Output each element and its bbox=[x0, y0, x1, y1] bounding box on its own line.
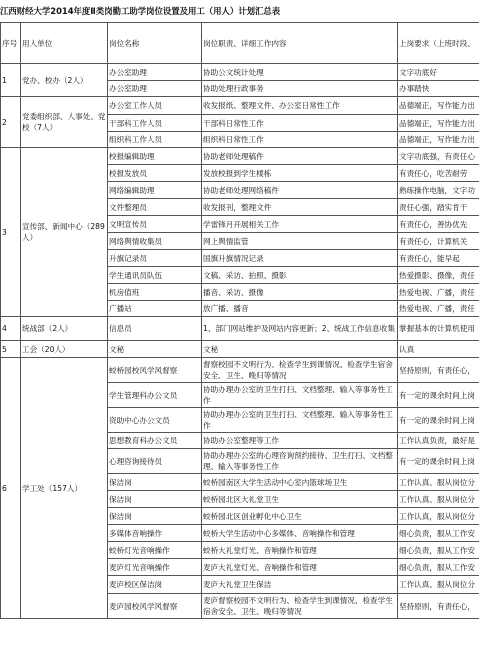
requirement-cell: 认真 bbox=[398, 341, 479, 358]
post-cell: 网络舆情收集员 bbox=[108, 233, 202, 250]
requirement-cell: 细心负责，服从工作安 bbox=[398, 559, 479, 576]
post-cell: 广播站 bbox=[108, 301, 202, 317]
post-cell: 文秘 bbox=[108, 341, 202, 358]
duty-cell: 收发报纸、整理文件、办公室日常性工作 bbox=[202, 97, 398, 115]
duty-cell: 协助处理行政事务 bbox=[202, 81, 398, 97]
post-cell: 机房值班 bbox=[108, 284, 202, 301]
duty-cell: 协助办公室整理等工作 bbox=[202, 433, 398, 449]
post-cell: 干部科工作人员 bbox=[108, 115, 202, 132]
requirement-cell: 品德端正，写作能力出 bbox=[398, 132, 479, 148]
requirement-cell: 细心负责，服从工作安 bbox=[398, 542, 479, 559]
header-cell-post: 岗位名称 bbox=[108, 23, 202, 64]
requirement-cell: 坚持原则，有责任心， bbox=[398, 358, 479, 383]
plan-table bbox=[0, 22, 479, 619]
post-cell: 学生通讯员队伍 bbox=[108, 267, 202, 284]
table-row bbox=[1, 358, 479, 383]
requirement-cell: 有责任心，吃苦耐劳 bbox=[398, 165, 479, 182]
requirement-cell: 有责任心，善协优先 bbox=[398, 216, 479, 233]
requirement-cell: 办事踏快 bbox=[398, 81, 479, 97]
header-cell-requirements: 上岗要求（上班时段、 bbox=[398, 23, 479, 64]
duty-cell: 协助办理办公室的卫生打扫、文档整理、输入等事务性工作 bbox=[202, 383, 398, 408]
duty-cell: 蛟桥园北区大礼堂卫生 bbox=[202, 491, 398, 508]
unit-cell: 党办、校办（2人） bbox=[21, 64, 108, 97]
plan-table-body bbox=[1, 23, 479, 619]
table-row bbox=[1, 64, 479, 81]
requirement-cell: 工作认真、服从岗位分 bbox=[398, 491, 479, 508]
post-cell: 蛟桥灯光音响操作 bbox=[108, 542, 202, 559]
duty-cell: 文稿、采访、拍照、摄影 bbox=[202, 267, 398, 284]
requirement-cell: 文字功底好 bbox=[398, 64, 479, 81]
post-cell: 蛟桥园校风学风督察 bbox=[108, 358, 202, 383]
header-cell-no: 序号 bbox=[1, 23, 21, 64]
duty-cell: 协助公文统计处理 bbox=[202, 64, 398, 81]
post-cell: 校报编辑助理 bbox=[108, 148, 202, 165]
requirement-cell: 有责任心，计算机关 bbox=[398, 233, 479, 250]
requirement-cell: 有一定的课余时间上岗 bbox=[398, 383, 479, 408]
sheet-title: 江西财经大学2014年度Ⅱ类岗勤工助学岗位设置及用工（用人）计划汇总表 bbox=[0, 6, 281, 16]
requirement-cell: 热爱摄影、摄像，责任 bbox=[398, 267, 479, 284]
duty-cell: 播音、采访、摄像 bbox=[202, 284, 398, 301]
no-cell: 2 bbox=[1, 97, 21, 148]
duty-cell: 1、部门网站维护及网站内容更新；2、统战工作信息收集 bbox=[202, 317, 398, 341]
post-cell: 麦庐校区保洁岗 bbox=[108, 576, 202, 594]
post-cell: 多媒体音响操作 bbox=[108, 525, 202, 542]
post-cell: 麦庐园校风学风督察 bbox=[108, 594, 202, 619]
post-cell: 升旗记录员 bbox=[108, 250, 202, 267]
post-cell: 资助中心办公文员 bbox=[108, 408, 202, 433]
unit-cell: 统战部（2人） bbox=[21, 317, 108, 341]
duty-cell: 学雷锋月开展相关工作 bbox=[202, 216, 398, 233]
table-row bbox=[1, 148, 479, 165]
requirement-cell: 熟练操作电脑，文字功 bbox=[398, 182, 479, 199]
post-cell: 学生管理科办公文员 bbox=[108, 383, 202, 408]
unit-cell: 党委组织部、人事处、党校（7人） bbox=[21, 97, 108, 148]
requirement-cell: 掌握基本的计算机使用 bbox=[398, 317, 479, 341]
post-cell: 组织科工作人员 bbox=[108, 132, 202, 148]
requirement-cell: 文字功底强，有责任心 bbox=[398, 148, 479, 165]
duty-cell: 网上舆情监管 bbox=[202, 233, 398, 250]
duty-cell: 收发报刊，整理文件 bbox=[202, 199, 398, 216]
unit-cell: 工会（20人） bbox=[21, 341, 108, 358]
post-cell: 保洁岗 bbox=[108, 474, 202, 491]
no-cell: 1 bbox=[1, 64, 21, 97]
post-cell: 心理咨询接待员 bbox=[108, 449, 202, 474]
duty-cell: 干部科日常性工作 bbox=[202, 115, 398, 132]
requirement-cell: 工作认真、服从岗位分 bbox=[398, 474, 479, 491]
requirement-cell: 工作认真负责，最好是 bbox=[398, 433, 479, 449]
post-cell: 文件整理员 bbox=[108, 199, 202, 216]
duty-cell: 协助办理办公室的卫生打扫、文档整理、输入等事务性工作 bbox=[202, 408, 398, 433]
table-row bbox=[1, 341, 479, 358]
no-cell: 3 bbox=[1, 148, 21, 317]
duty-cell: 文秘 bbox=[202, 341, 398, 358]
table-row bbox=[1, 317, 479, 341]
duty-cell: 蛟桥园北区创业孵化中心卫生 bbox=[202, 508, 398, 525]
post-cell: 办公室助理 bbox=[108, 81, 202, 97]
post-cell: 校报发放员 bbox=[108, 165, 202, 182]
duty-cell: 组织科日常性工作 bbox=[202, 132, 398, 148]
post-cell: 文明宣传员 bbox=[108, 216, 202, 233]
requirement-cell: 细心负责，服从工作安 bbox=[398, 525, 479, 542]
header-cell-duties: 岗位职责、详细工作内容 bbox=[202, 23, 398, 64]
requirement-cell: 工作认真、服从岗位分 bbox=[398, 576, 479, 594]
duty-cell: 协助老师处理稿件 bbox=[202, 148, 398, 165]
duty-cell: 放广播、播音 bbox=[202, 301, 398, 317]
post-cell: 保洁岗 bbox=[108, 508, 202, 525]
table-row bbox=[1, 97, 479, 115]
duty-cell: 蛟桥园南区大学生活动中心室内篮球场卫生 bbox=[202, 474, 398, 491]
unit-cell: 学工处（157人） bbox=[21, 358, 108, 619]
post-cell: 信息员 bbox=[108, 317, 202, 341]
requirement-cell: 热爱电视、广播，责任 bbox=[398, 284, 479, 301]
header-row bbox=[1, 23, 479, 64]
duty-cell: 麦庐大礼堂灯光、音响操作和管理 bbox=[202, 559, 398, 576]
duty-cell: 发放校报到学生楼栋 bbox=[202, 165, 398, 182]
duty-cell: 协助老师处理网络稿件 bbox=[202, 182, 398, 199]
post-cell: 思想教育科办公文员 bbox=[108, 433, 202, 449]
post-cell: 麦庐灯光音响操作 bbox=[108, 559, 202, 576]
requirement-cell: 坚持原则，有责任心， bbox=[398, 594, 479, 619]
requirement-cell: 品德端正，写作能力出 bbox=[398, 97, 479, 115]
post-cell: 保洁岗 bbox=[108, 491, 202, 508]
header-cell-unit: 用人单位 bbox=[21, 23, 108, 64]
requirement-cell: 有责任心，能早起 bbox=[398, 250, 479, 267]
duty-cell: 麦庐督察校园不文明行为、检查学生到课情况、检查学生宿舍安全、卫生、晚归等情况 bbox=[202, 594, 398, 619]
no-cell: 6 bbox=[1, 358, 21, 619]
requirement-cell: 有一定的课余时间上岗 bbox=[398, 449, 479, 474]
requirement-cell: 品德端正，写作能力出 bbox=[398, 115, 479, 132]
no-cell: 4 bbox=[1, 317, 21, 341]
requirement-cell: 责任心强，踏实肯干 bbox=[398, 199, 479, 216]
post-cell: 办公室助理 bbox=[108, 64, 202, 81]
post-cell: 办公室工作人员 bbox=[108, 97, 202, 115]
duty-cell: 麦庐大礼堂卫生保洁 bbox=[202, 576, 398, 594]
no-cell: 5 bbox=[1, 341, 21, 358]
duty-cell: 国旗升旗情况记录 bbox=[202, 250, 398, 267]
requirement-cell: 工作认真，服从岗位分 bbox=[398, 508, 479, 525]
unit-cell: 宣传部、新闻中心（289人） bbox=[21, 148, 108, 317]
requirement-cell: 有一定的课余时间上岗 bbox=[398, 408, 479, 433]
requirement-cell: 热爱电视、广播，责任 bbox=[398, 301, 479, 317]
post-cell: 网络编辑助理 bbox=[108, 182, 202, 199]
duty-cell: 蛟桥大学生活动中心多媒体、音响操作和管理 bbox=[202, 525, 398, 542]
duty-cell: 蛟桥大礼堂灯光、音响操作和管理 bbox=[202, 542, 398, 559]
duty-cell: 协助办理办公室的心理咨询预约接待、卫生打扫、文档整理、输入等事务性工作 bbox=[202, 449, 398, 474]
duty-cell: 督察校园不文明行为、检查学生到课情况、检查学生宿舍安全、卫生、晚归等情况 bbox=[202, 358, 398, 383]
